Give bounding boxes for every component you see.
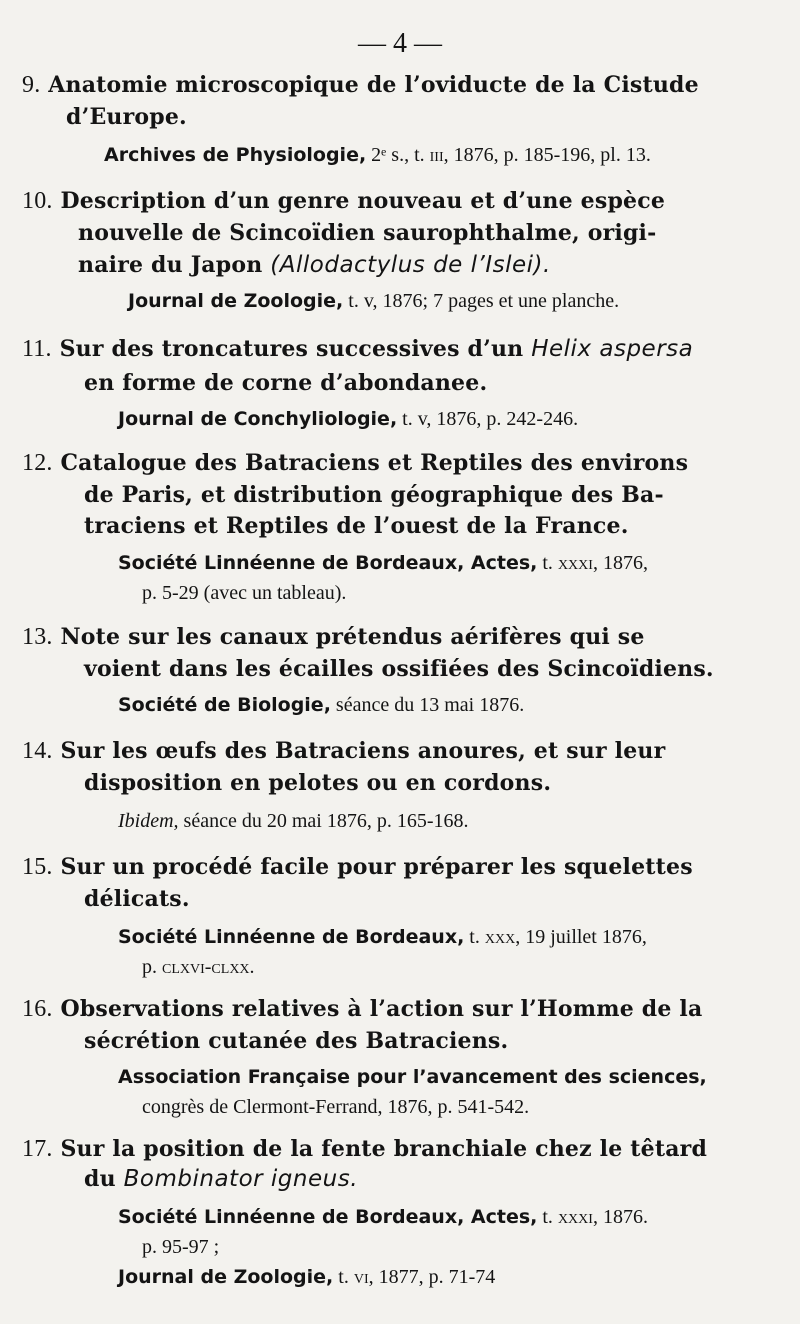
entry-title-line (22, 996, 702, 1023)
source-text: , 1876, p. 242-246. (426, 408, 579, 430)
source-text: séance du 20 mai 1876, p. 165-168. (178, 810, 469, 832)
entry-title-line (22, 450, 688, 477)
entry-title-line: nouvelle de Scincoïdien saurophthalme, origi- (78, 220, 657, 246)
volume: iii (429, 144, 444, 166)
entry-title-line (22, 738, 665, 765)
entry-source (104, 144, 651, 167)
entry-source (118, 694, 524, 717)
entry-source (128, 290, 619, 313)
entry-source (118, 1066, 707, 1089)
source-text: , 1876; 7 pages et une planche. (372, 290, 620, 312)
entry-title-line: en forme de corne d’abondanee. (84, 370, 488, 396)
journal-name: Journal de Zoologie, (118, 1266, 334, 1288)
source-text: t. (397, 408, 418, 430)
title-text: Sur un procédé facile pour préparer les squelettes (60, 854, 693, 880)
entry-title-line (22, 854, 693, 881)
title-text: Description d’un genre nouveau et d’une espèce (60, 188, 666, 214)
source-text: , 19 juillet 1876, (515, 926, 647, 948)
entry-title-line (22, 624, 645, 651)
journal-name: Journal de Zoologie, (128, 290, 344, 312)
source-text: t. (333, 1266, 354, 1288)
entry-number: 16. (22, 996, 53, 1022)
journal-name: Société Linnéenne de Bordeaux, Actes, (118, 552, 538, 574)
entry-title-line (22, 188, 665, 215)
title-text: Note sur les canaux prétendus aérifères qui se (60, 624, 645, 650)
entry-title-line (84, 1166, 358, 1192)
journal-name: Société de Biologie, (118, 694, 331, 716)
entry-source (118, 1206, 648, 1229)
source-text: t. (343, 290, 364, 312)
volume: xxx (484, 926, 516, 948)
journal-name: Journal de Conchyliologie, (118, 408, 398, 430)
entry-title-line (78, 252, 551, 278)
volume: vi (353, 1266, 369, 1288)
entry-title-line: de Paris, et distribution géographique des Ba- (84, 482, 664, 508)
entry-number: 9. (22, 72, 41, 98)
page-number: — 4 — (358, 28, 442, 59)
ibidem-text: Ibidem, (118, 810, 179, 832)
journal-name: Association Française pour l’avancement des sciences, (118, 1066, 707, 1088)
source-text: t. (537, 1206, 558, 1228)
entry-title-line: voient dans les écailles ossifiées des Scincoïdiens. (84, 656, 714, 682)
entry-source (118, 552, 648, 575)
source-text: , 1876, p. 185-196, pl. 13. (443, 144, 651, 166)
entry-number: 12. (22, 450, 53, 476)
entry-title-line: traciens et Reptiles de l’ouest de la France. (84, 513, 629, 539)
entry-title-line (22, 336, 693, 363)
entry-title-line: d’Europe. (66, 104, 187, 130)
entry-number: 11. (22, 336, 52, 362)
species-name: (Allodactylus de l’Islei). (270, 252, 551, 278)
entry-source-line-2: congrès de Clermont-Ferrand, 1876, p. 541-542. (142, 1096, 530, 1118)
journal-name: Société Linnéenne de Bordeaux, Actes, (118, 1206, 538, 1228)
source-text: , 1877, p. 71-74 (368, 1266, 496, 1288)
entry-source-line-2 (142, 956, 255, 979)
species-name: Bombinator igneus. (123, 1166, 359, 1192)
source-text: 2ᵉ s., t. (366, 144, 430, 166)
title-text: du (84, 1166, 116, 1192)
entry-number: 15. (22, 854, 53, 880)
source-text: t. (537, 552, 558, 574)
entry-title-line: disposition en pelotes ou en cordons. (84, 770, 552, 796)
volume: v (417, 408, 427, 430)
source-text: , 1876, (592, 552, 648, 574)
entry-number: 17. (22, 1136, 53, 1162)
page-range: clxvi-clxx (162, 956, 250, 978)
entry-title-line: délicats. (84, 886, 190, 912)
source-text: séance du 13 mai 1876. (330, 694, 525, 716)
entry-title-line (22, 72, 699, 99)
title-text: Sur les œufs des Batraciens anoures, et sur leur (60, 738, 666, 764)
entry-title-line: sécrétion cutanée des Batraciens. (84, 1028, 509, 1054)
entry-number: 14. (22, 738, 53, 764)
entry-source (118, 926, 647, 949)
volume: v (363, 290, 373, 312)
entry-number: 13. (22, 624, 53, 650)
entry-title-line (22, 1136, 707, 1163)
journal-name: Archives de Physiologie, (104, 144, 367, 166)
entry-number: 10. (22, 188, 53, 214)
title-text: Anatomie microscopique de l’oviducte de la Cistude (48, 72, 699, 98)
source-text: , 1876. (592, 1206, 648, 1228)
title-text: Sur des troncatures successives d’un (59, 336, 524, 362)
entry-source (118, 408, 578, 431)
title-text: Catalogue des Batraciens et Reptiles des environs (60, 450, 689, 476)
species-name: Helix aspersa (531, 336, 694, 362)
volume: xxxi (557, 552, 593, 574)
source-text: . (249, 956, 255, 978)
entry-source-line-2: p. 95-97 ; (142, 1236, 220, 1258)
title-text: Sur la position de la fente branchiale chez le têtard (60, 1136, 708, 1162)
volume: xxxi (557, 1206, 593, 1228)
title-text: naire du Japon (78, 252, 263, 278)
journal-name: Société Linnéenne de Bordeaux, (118, 926, 465, 948)
source-text: p. (142, 956, 162, 978)
entry-source (118, 810, 469, 833)
source-text: t. (464, 926, 485, 948)
entry-source-line-2: p. 5-29 (avec un tableau). (142, 582, 347, 604)
entry-source-line-3 (118, 1266, 495, 1289)
title-text: Observations relatives à l’action sur l’Homme de la (60, 996, 703, 1022)
